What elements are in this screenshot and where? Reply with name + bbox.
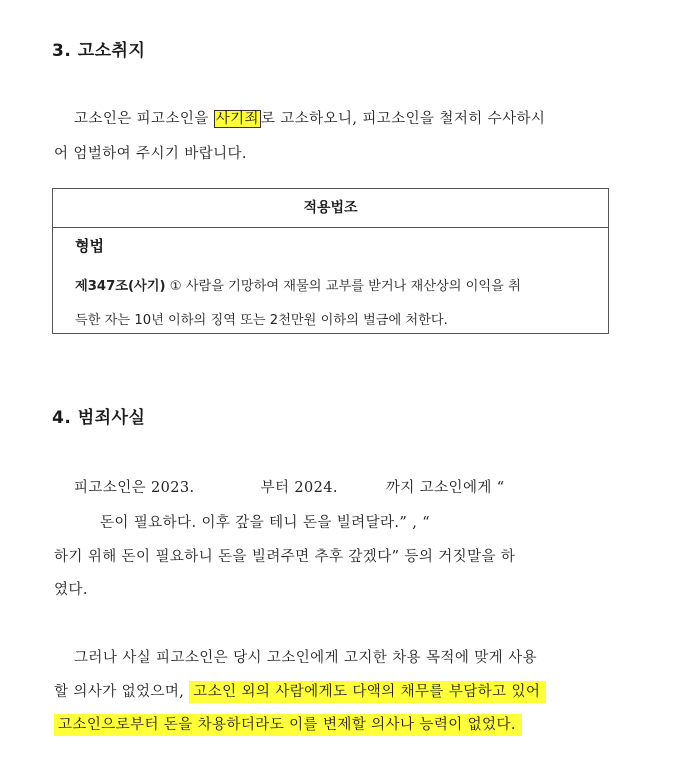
section-4-heading: 4. 범죄사실	[52, 408, 146, 428]
highlighted-debt-statement: 고소인 외의 사람에게도 다액의 채무를 부담하고 있어	[189, 681, 546, 703]
highlighted-crime-name: 사기죄	[215, 111, 259, 127]
section-3-line-2: 어 엄벌하여 주시기 바랍니다.	[54, 146, 247, 162]
facts-p1-line-4: 였다.	[54, 582, 88, 598]
law-text-line-1	[75, 275, 521, 294]
section-3-line-1	[74, 107, 545, 128]
section-3-line-1-pre: 고소인은 피고소인을	[74, 111, 214, 127]
facts-p1-line-1-c: 까지 고소인에게 “	[385, 480, 505, 496]
facts-p1-line-1-a: 피고소인은 2023.	[74, 480, 195, 496]
law-name: 형법	[75, 237, 104, 255]
law-text-line-2: 득한 자는 10년 이하의 징역 또는 2천만원 이하의 벌금에 처한다.	[75, 313, 448, 328]
facts-p1-line-1	[74, 476, 505, 497]
facts-p2-line-2	[54, 680, 546, 701]
law-text-line-1-rest: ① 사람을 기망하여 재물의 교부를 받거나 재산상의 이익을 취	[165, 279, 521, 294]
facts-p1-line-3: 하기 위해 돈이 필요하니 돈을 빌려주면 추후 갚겠다” 등의 거짓말을 하	[54, 549, 516, 565]
facts-p2-line-3	[54, 713, 522, 734]
law-box-title: 적용법조	[53, 189, 608, 228]
facts-p1-line-2: 돈이 필요하다. 이후 갚을 테니 돈을 빌려달라.” , “	[100, 515, 431, 531]
facts-p2-line-2-pre: 할 의사가 없었으며,	[54, 684, 190, 700]
applicable-law-box	[52, 188, 609, 334]
section-3-line-1-post: 로 고소하오니, 피고소인을 철저히 수사하시	[260, 111, 546, 127]
facts-p1-line-1-b: 부터 2024.	[260, 480, 338, 496]
section-3-heading: 3. 고소취지	[52, 41, 146, 61]
law-article: 제347조(사기)	[75, 279, 166, 294]
facts-p2-line-1: 그러나 사실 피고소인은 당시 고소인에게 고지한 차용 목적에 맞게 사용	[74, 650, 537, 666]
highlighted-no-repayment-statement: 고소인으로부터 돈을 차용하더라도 이를 변제할 의사나 능력이 없었다.	[54, 714, 522, 736]
